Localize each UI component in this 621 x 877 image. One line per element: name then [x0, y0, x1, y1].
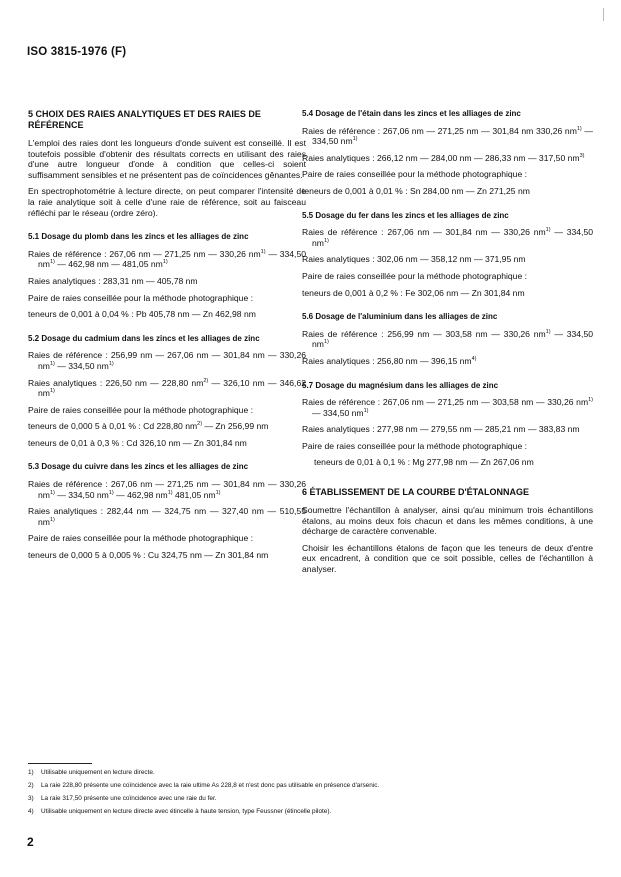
document-header: ISO 3815-1976 (F) — [27, 46, 127, 58]
s55-pair: teneurs de 0,001 à 0,2 % : Fe 302,06 nm — Zn 301,84 nm — [302, 287, 525, 298]
right-column — [302, 109, 593, 581]
page-number: 2 — [27, 835, 34, 849]
s54-analytic-lines: Raies analytiques : 266,12 nm — 284,00 nm — 286,33 nm — 317,50 $nm^{3)}$ — [302, 152, 585, 163]
footnote-1: 1) Utilisable uniquement en lecture directe. — [28, 769, 155, 776]
s53-analytic-lines: Raies analytiques : 282,44 nm — 324,75 nm — 327,40 nm — 510,55 $nm^{1)}$ — [28, 506, 306, 527]
section-5-4-heading: 5.4 Dosage de l'étain dans les zincs et les alliages de zinc — [302, 109, 521, 118]
section-5-5-heading: 5.5 Dosage du fer dans les zincs et les alliages de zinc — [302, 210, 509, 220]
s52-reference-lines: Raies de référence : 256,99 nm — 267,06 nm — 301,84 nm — 330,26 $nm^{1)}$ — 334,50 $nm^{1)}$ — [28, 350, 306, 371]
section-5-heading: 5 CHOIX DES RAIES ANALYTIQUES ET DES RAIES DE RÉFÉRENCE — [28, 109, 261, 130]
page-edge-mark — [603, 8, 604, 21]
s57-reference-lines: Raies de référence : 267,06 nm — 271,25 nm — 303,58 nm — 330,26 $nm^{1)}$ — 334,50 $nm^{1)}$ — [302, 397, 593, 418]
s53-pair: teneurs de 0,000 5 à 0,005 % : Cu 324,75 nm — Zn 301,84 nm — [28, 550, 269, 561]
section-5-paragraph-1: L'emploi des raies dont les longueurs d'onde suivent est conseillé. Il est toutefois possible d'obtenir des résultats corrects en utilisant des raies d'une autre longueur d'onde à condition que celles-ci soient suffisamment sensibles et ne présentent pas de coïncidences gênantes. — [28, 138, 306, 180]
section-5-paragraph-2: En spectrophotométrie à lecture directe, on peut comparer l'intensité de la raie analytique soit à celle d'une raie de référence, soit au faisceau réfléchi par le réseau (ordre zéro). — [28, 186, 306, 218]
section-6-heading: 6 ÉTABLISSEMENT DE LA COURBE D'ÉTALONNAGE — [302, 487, 529, 498]
footnote-4: 4) Utilisable uniquement en lecture directe avec étincelle à haute tension, type Feussner (étincelle pilote). — [28, 808, 332, 815]
s51-reference-lines: Raies de référence : 267,06 nm — 271,25 nm — 330,26 $nm^{1)}$ — 334,50 $nm^{1)}$ — 462,98 nm — 481,05 $nm^{1)}$ — [28, 248, 307, 270]
s55-pair-label: Paire de raies conseillée pour la méthode photographique : — [302, 270, 528, 281]
footnotes — [28, 766, 588, 818]
s52-analytic-lines: Raies analytiques : 226,50 nm — 228,80 $nm^{2)}$ — 326,10 nm — 346,62 $nm^{1)}$ — [28, 377, 306, 399]
left-column — [28, 109, 306, 567]
section-5-6-heading: 5.6 Dosage de l'aluminium dans les alliages de zinc — [302, 312, 498, 322]
s54-pair-label: Paire de raies conseillée pour la méthode photographique : — [302, 169, 528, 180]
s55-reference-lines: Raies de référence : 267,06 nm — 301,84 nm — 330,26 $nm^{1)}$ — 334,50 $nm^{1)}$ — [302, 227, 594, 248]
s51-pair-label: Paire de raies conseillée pour la méthode photographique : — [28, 292, 254, 303]
s51-pair: teneurs de 0,001 à 0,04 % : Pb 405,78 nm — Zn 462,98 nm — [28, 309, 256, 320]
s54-reference-lines: Raies de référence : 267,06 nm — 271,25 nm — 301,84 nm 330,26 $nm^{1)}$ — 334,50 $nm^{1)}$ — [302, 125, 594, 147]
section-5-2-heading: 5.2 Dosage du cadmium dans les zincs et les alliages de zinc — [28, 333, 260, 343]
footnote-2: 2) La raie 228,80 présente une coïncidence avec la raie ultime As 228,8 et n'est donc pas utilisable en présence d'arsenic. — [28, 782, 380, 789]
s52-pair-2: teneurs de 0,01 à 0,3 % : Cd 326,10 nm — Zn 301,84 nm — [28, 437, 247, 448]
section-5-3-heading: 5.3 Dosage du cuivre dans les zincs et les alliages de zinc — [28, 462, 249, 472]
s53-reference-lines: Raies de référence : 267,06 nm — 271,25 nm — 301,84 nm — 330,26 $nm^{1)}$ — 334,50 $nm^{1)}$ — 462,98 $nm^{1)}$ 481,05 $nm^{1)}$ — [28, 479, 306, 500]
s57-pair-label: Paire de raies conseillée pour la méthode photographique : — [302, 440, 528, 451]
s55-analytic-lines: Raies analytiques : 302,06 nm — 358,12 nm — 371,95 nm — [302, 254, 526, 265]
footnote-rule — [28, 763, 92, 764]
s52-pair-label: Paire de raies conseillée pour la méthode photographique : — [28, 404, 254, 415]
s54-pair: teneurs de 0,001 à 0,01 % : Sn 284,00 nm — Zn 271,25 nm — [302, 185, 530, 196]
footnote-3: 3) La raie 317,50 présente une coïncidence avec une raie du fer. — [28, 795, 217, 802]
s56-reference-lines: Raies de référence : 256,99 nm — 303,58 nm — 330,26 $nm^{1)}$ — 334,50 $nm^{1)}$ — [302, 328, 594, 350]
s57-analytic-lines: Raies analytiques : 277,98 nm — 279,55 nm — 285,21 nm — 383,83 nm — [302, 424, 580, 435]
s52-pair-1: teneurs de 0,000 5 à 0,01 % : Cd 228,80 $nm^{2)}$ — Zn 256,99 nm — [28, 421, 269, 432]
section-5-1-heading: 5.1 Dosage du plomb dans les zincs et les alliages de zinc — [28, 232, 249, 242]
section-6-paragraph-2: Choisir les échantillons étalons de façon que les teneurs de deux d'entre eux encadrent, à condition que ce soit possible, celles de l'échantillon à analyser. — [302, 542, 593, 575]
s51-analytic-lines: Raies analytiques : 283,31 nm — 405,78 nm — [28, 275, 198, 286]
s53-pair-label: Paire de raies conseillée pour la méthode photographique : — [28, 533, 254, 544]
s56-analytic-lines: Raies analytiques : 256,80 nm — 396,15 $nm^{4)}$ — [302, 355, 477, 366]
section-5-7-heading: 5.7 Dosage du magnésium dans les alliages de zinc — [302, 380, 499, 390]
section-6-paragraph-1: Soumettre l'échantillon à analyser, ainsi qu'au minimum trois échantillons étalons, au moins deux fois chacun et dans les mêmes conditions, à une décharge de caractère convenable. — [302, 505, 593, 537]
s57-pair: teneurs de 0,01 à 0,1 % : Mg 277,98 nm — Zn 267,06 nm — [314, 457, 534, 468]
